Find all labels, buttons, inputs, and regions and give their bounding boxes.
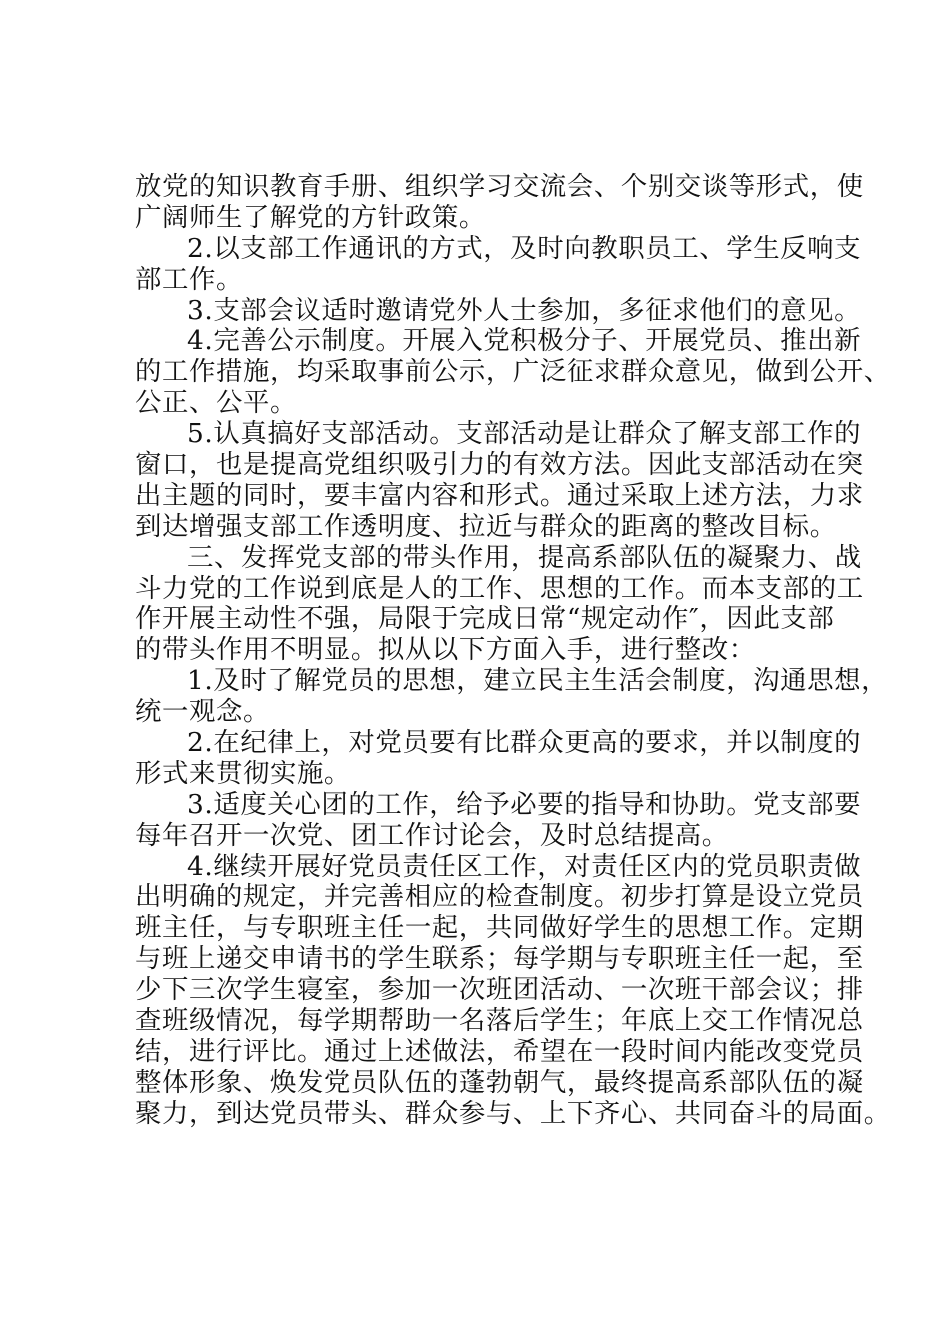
text-line: 班主任，与专职班主任一起，共同做好学生的思想工作。定期: [135, 912, 864, 944]
text-line: 出主题的同时，要丰富内容和形式。通过采取上述方法，力求: [135, 479, 864, 511]
text-line: 到达增强支部工作透明度、拉近与群众的距离的整改目标。: [135, 510, 837, 542]
text-line: 1.及时了解党员的思想，建立民主生活会制度，沟通思想，: [187, 665, 889, 697]
text-line: 3.支部会议适时邀请党外人士参加，多征求他们的意见。: [187, 294, 862, 326]
text-line: 形式来贯彻实施。: [135, 757, 351, 789]
text-line: 2.在纪律上，对党员要有比群众更高的要求，并以制度的: [187, 727, 862, 759]
text-line: 作开展主动性不强，局限于完成日常“规定动作″，因此支部: [135, 603, 835, 635]
text-line: 2.以支部工作通讯的方式，及时向教职员工、学生反响支: [187, 232, 862, 264]
text-line: 窗口，也是提高党组织吸引力的有效方法。因此支部活动在突: [135, 449, 864, 481]
text-line: 广阔师生了解党的方针政策。: [135, 201, 486, 233]
text-line: 3.适度关心团的工作，给予必要的指导和协助。党支部要: [187, 788, 862, 820]
text-line: 聚力，到达党员带头、群众参与、上下齐心、共同奋斗的局面。: [135, 1097, 891, 1129]
document-body: [135, 171, 891, 1130]
text-line: 与班上递交申请书的学生联系；每学期与专职班主任一起，至: [135, 943, 864, 975]
text-line: 出明确的规定，并完善相应的检查制度。初步打算是设立党员: [135, 881, 864, 913]
text-line: 4.完善公示制度。开展入党积极分子、开展党员、推出新: [187, 325, 862, 357]
text-line: 4.继续开展好党员责任区工作，对责任区内的党员职责做: [187, 850, 862, 882]
text-line: 整体形象、焕发党员队伍的蓬勃朝气，最终提高系部队伍的凝: [135, 1066, 864, 1098]
text-line: 的工作措施，均采取事前公示，广泛征求群众意见，做到公开、: [135, 356, 891, 388]
text-line: 统一观念。: [135, 696, 270, 728]
text-line: 放党的知识教育手册、组织学习交流会、个别交谈等形式，使: [135, 171, 864, 202]
text-line: 查班级情况，每学期帮助一名落后学生；年底上交工作情况总: [135, 1005, 864, 1037]
text-line: 公正、公平。: [135, 387, 297, 419]
text-line: 少下三次学生寝室，参加一次班团活动、一次班干部会议；排: [135, 974, 864, 1006]
text-line: 的带头作用不明显。拟从以下方面入手，进行整改：: [135, 634, 756, 666]
text-line: 三、发挥党支部的带头作用，提高系部队伍的凝聚力、战: [187, 541, 862, 573]
text-line: 结，进行评比。通过上述做法，希望在一段时间内能改变党员: [135, 1035, 864, 1067]
text-line: 每年召开一次党、团工作讨论会，及时总结提高。: [135, 819, 729, 851]
text-line: 斗力党的工作说到底是人的工作、思想的工作。而本支部的工: [135, 572, 864, 604]
text-line: 5.认真搞好支部活动。支部活动是让群众了解支部工作的: [187, 418, 862, 450]
text-line: 部工作。: [135, 263, 243, 295]
